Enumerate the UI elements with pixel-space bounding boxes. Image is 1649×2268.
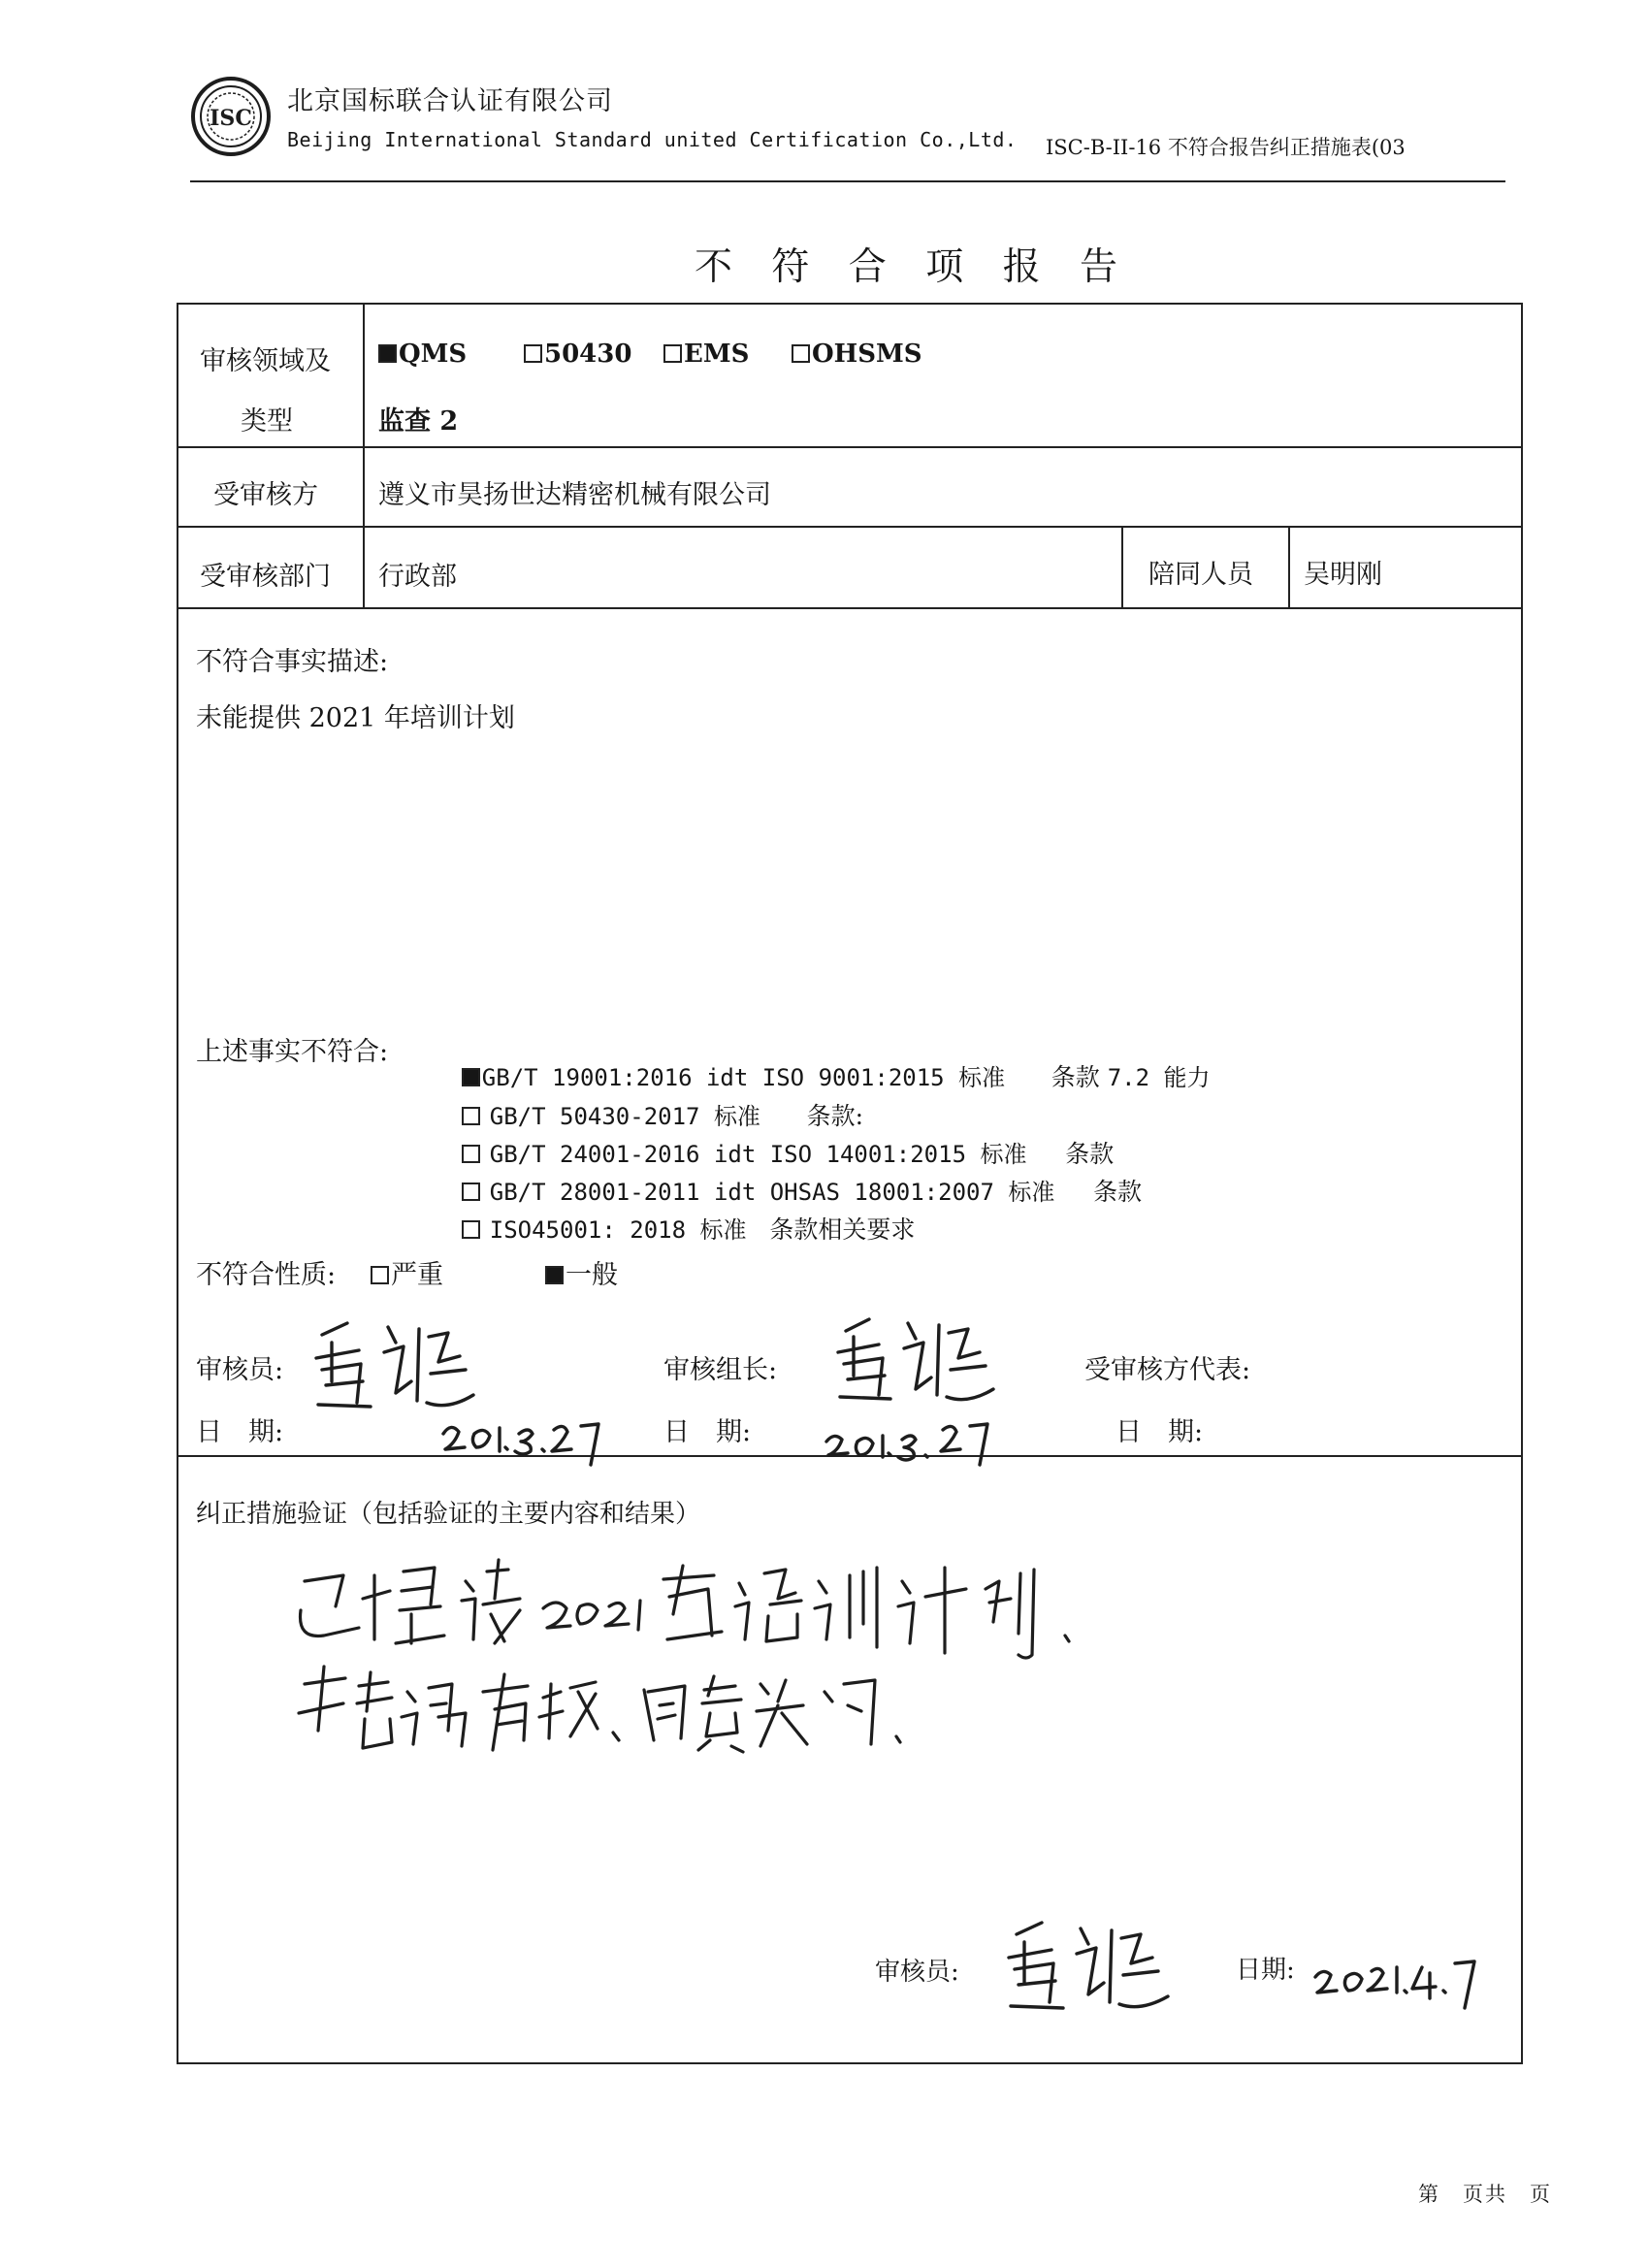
standard-item: GB/T 19001:2016 idt ISO 9001:2015 标准 条款 7.2 能力	[431, 1030, 1211, 1121]
department-value: 行政部	[378, 562, 457, 592]
scope-option-ems[interactable]: EMS	[663, 340, 749, 369]
column-divider	[1121, 526, 1123, 607]
report-form	[177, 303, 1523, 2064]
row-divider	[178, 607, 1521, 609]
verification-auditor-label: 审核员:	[875, 1958, 959, 1987]
checkbox-unchecked[interactable]	[524, 344, 542, 363]
logo-text: ISC	[210, 106, 252, 131]
auditee-rep-label: 受审核方代表:	[1084, 1355, 1251, 1385]
header-divider	[190, 180, 1505, 182]
leader-label: 审核组长:	[663, 1355, 778, 1385]
row-divider	[178, 526, 1521, 528]
verification-date-handwritten	[1308, 1944, 1492, 2014]
standard-item: GB/T 50430-2017 标准 条款:	[431, 1069, 863, 1160]
column-divider	[363, 305, 365, 607]
standard-item: GB/T 24001-2016 idt ISO 14001:2015 标准 条款	[431, 1107, 1114, 1198]
nonconformity-label: 不符合事实描述:	[196, 647, 389, 677]
nature-option-general[interactable]: 一般	[545, 1253, 618, 1291]
accompany-value: 吴明刚	[1304, 560, 1382, 590]
audit-type-value: 监查 2	[378, 406, 459, 437]
auditor-date-handwritten	[436, 1405, 620, 1467]
checkbox-unchecked[interactable]	[462, 1220, 480, 1239]
form-code: ISC-B-II-16 不符合报告纠正措施表(03	[1046, 136, 1406, 159]
auditee-value: 遵义市昊扬世达精密机械有限公司	[378, 480, 771, 510]
standard-item: GB/T 28001-2011 idt OHSAS 18001:2007 标准 条款	[431, 1145, 1142, 1236]
scope-option-qms[interactable]: QMS	[378, 340, 467, 369]
checkbox-checked[interactable]	[545, 1266, 564, 1284]
company-name-cn: 北京国标联合认证有限公司	[287, 86, 613, 116]
scope-option-ohsms[interactable]: OHSMS	[792, 340, 922, 369]
page-number: 第 页共 页	[1418, 2183, 1552, 2206]
auditee-label: 受审核方	[213, 480, 318, 510]
leader-date-handwritten	[819, 1407, 1013, 1469]
company-name-en: Beijing International Standard united Certification Co.,Ltd.	[287, 128, 1018, 151]
nature-option-severe[interactable]: 严重	[371, 1253, 443, 1291]
checkbox-unchecked[interactable]	[792, 344, 810, 363]
auditee-rep-date-label: 日 期:	[1116, 1417, 1204, 1447]
checkbox-unchecked[interactable]	[663, 344, 682, 363]
column-divider	[1288, 526, 1290, 607]
checkbox-checked[interactable]	[378, 344, 397, 363]
nature-label: 不符合性质:	[196, 1260, 337, 1290]
standard-item: ISO45001: 2018 标准 条款相关要求	[431, 1183, 915, 1274]
department-label: 受审核部门	[200, 562, 331, 592]
scope-option-50430[interactable]: 50430	[524, 340, 631, 369]
checkbox-unchecked[interactable]	[371, 1266, 389, 1284]
clause-label: 上述事实不符合:	[196, 1037, 389, 1067]
leader-signature	[826, 1312, 1001, 1409]
certification-logo	[190, 76, 272, 157]
verification-handwritten-note	[275, 1546, 1129, 1769]
auditor-date-label: 日 期:	[196, 1417, 284, 1447]
audit-type-label: 类型	[241, 406, 293, 437]
audit-scope-label: 审核领域及	[200, 346, 331, 376]
row-divider	[178, 446, 1521, 448]
nonconformity-description: 未能提供 2021 年培训计划	[196, 703, 515, 733]
leader-date-label: 日 期:	[663, 1417, 752, 1447]
auditor-label: 审核员:	[196, 1355, 284, 1385]
verification-label: 纠正措施验证（包括验证的主要内容和结果）	[196, 1500, 701, 1529]
verification-auditor-signature	[995, 1915, 1180, 2022]
verification-date-label: 日期:	[1236, 1956, 1295, 1985]
accompany-label: 陪同人员	[1148, 560, 1253, 590]
document-title: 不 符 合 项 报 告	[695, 245, 1131, 289]
